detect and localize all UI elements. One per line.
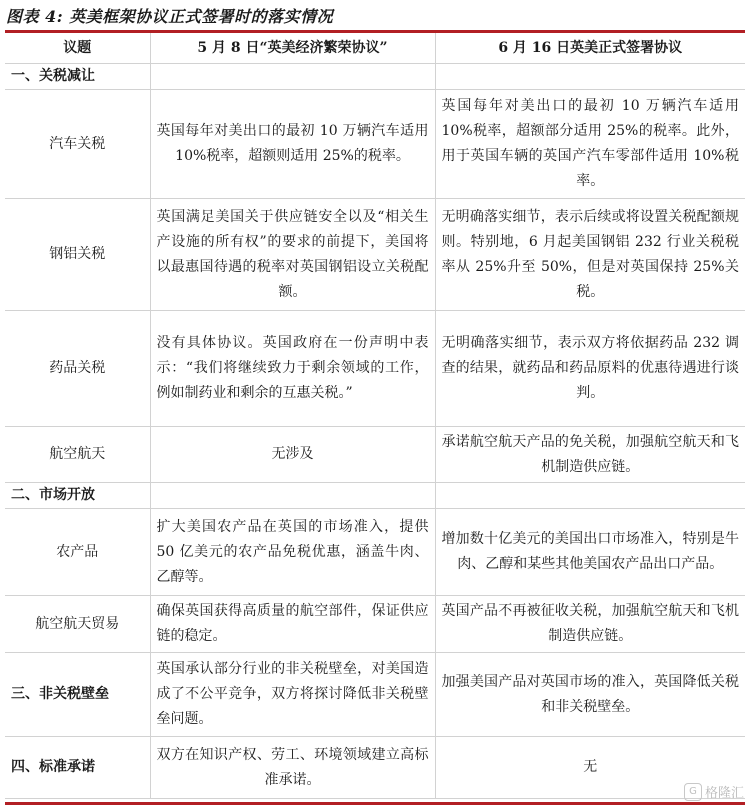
june-cell: 英国每年对美出口的最初 10 万辆汽车适用 10%税率，超额部分适用 25%的税率。此外，用于英国车辆的英国产汽车零部件适用 10%税率。: [435, 90, 745, 199]
may-cell: 双方在知识产权、劳工、环境领域建立高标准承诺。: [150, 737, 435, 799]
header-june: 6 月 16 日英美正式签署协议: [435, 33, 745, 64]
section-row: [5, 64, 745, 90]
row-label: 航空航天贸易: [5, 596, 150, 653]
june-cell: 增加数十亿美元的美国出口市场准入，特别是牛肉、乙醇和某些其他美国农产品出口产品。: [435, 509, 745, 596]
row-label: 航空航天: [5, 427, 150, 483]
header-topic: 议题: [5, 33, 150, 64]
watermark-text: 格隆汇: [704, 786, 744, 801]
header-row: [5, 33, 745, 64]
header-may: 5 月 8 日“英美经济繁荣协议”: [150, 33, 435, 64]
figure-title: 图表 4: 英美框架协议正式签署时的落实情况: [6, 7, 334, 26]
row-label: 汽车关税: [5, 90, 150, 199]
june-cell: 无: [435, 737, 745, 799]
table-row: [5, 311, 745, 427]
may-cell: 无涉及: [150, 427, 435, 483]
table-row: [5, 90, 745, 199]
row-label: 三、非关税壁垒: [5, 653, 150, 737]
may-cell: 没有具体协议。英国政府在一份声明中表示：“我们将继续致力于剩余领域的工作，例如制药业和剩余的互惠关税。”: [150, 311, 435, 427]
table-row: [5, 427, 745, 483]
gelonghui-logo-icon: G: [684, 783, 702, 801]
table-row: [5, 737, 745, 799]
table-row: [5, 199, 745, 311]
may-cell: 英国承认部分行业的非关税壁垒，对美国造成了不公平竞争，双方将探讨降低非关税壁垒问题。: [150, 653, 435, 737]
row-label: 四、标准承诺: [5, 737, 150, 799]
may-cell: 英国每年对美出口的最初 10 万辆汽车适用 10%税率，超额则适用 25%的税率。: [150, 90, 435, 199]
bottom-rule: [5, 802, 745, 805]
june-cell: 加强美国产品对英国市场的准入，英国降低关税和非关税壁垒。: [435, 653, 745, 737]
may-cell: 英国满足美国关于供应链安全以及“相关生产设施的所有权”的要求的前提下，美国将以最惠国待遇的税率对英国钢铝设立关税配额。: [150, 199, 435, 311]
row-label: 钢铝关税: [5, 199, 150, 311]
may-cell: 确保英国获得高质量的航空部件，保证供应链的稳定。: [150, 596, 435, 653]
june-cell: 承诺航空航天产品的免关税，加强航空航天和飞机制造供应链。: [435, 427, 745, 483]
june-cell: 无明确落实细节，表示后续或将设置关税配额规则。特别地，6 月起美国钢铝 232 行业关税税率从 25%升至 50%，但是对英国保持 25%关税。: [435, 199, 745, 311]
table-row: [5, 509, 745, 596]
june-cell: 无明确落实细节，表示双方将依据药品 232 调查的结果，就药品和药品原料的优惠待遇进行谈判。: [435, 311, 745, 427]
section-label: 一、关税减让: [5, 64, 150, 90]
section-label: 二、市场开放: [5, 483, 150, 509]
table-frame: [5, 30, 745, 805]
row-label: 农产品: [5, 509, 150, 596]
table-row: [5, 596, 745, 653]
row-label: 药品关税: [5, 311, 150, 427]
june-cell: 英国产品不再被征收关税，加强航空航天和飞机制造供应链。: [435, 596, 745, 653]
watermark: [684, 782, 744, 801]
agreement-table: [5, 33, 745, 799]
may-cell: 扩大美国农产品在英国的市场准入，提供 50 亿美元的农产品免税优惠，涵盖牛肉、乙醇等。: [150, 509, 435, 596]
table-row: [5, 653, 745, 737]
section-row: [5, 483, 745, 509]
